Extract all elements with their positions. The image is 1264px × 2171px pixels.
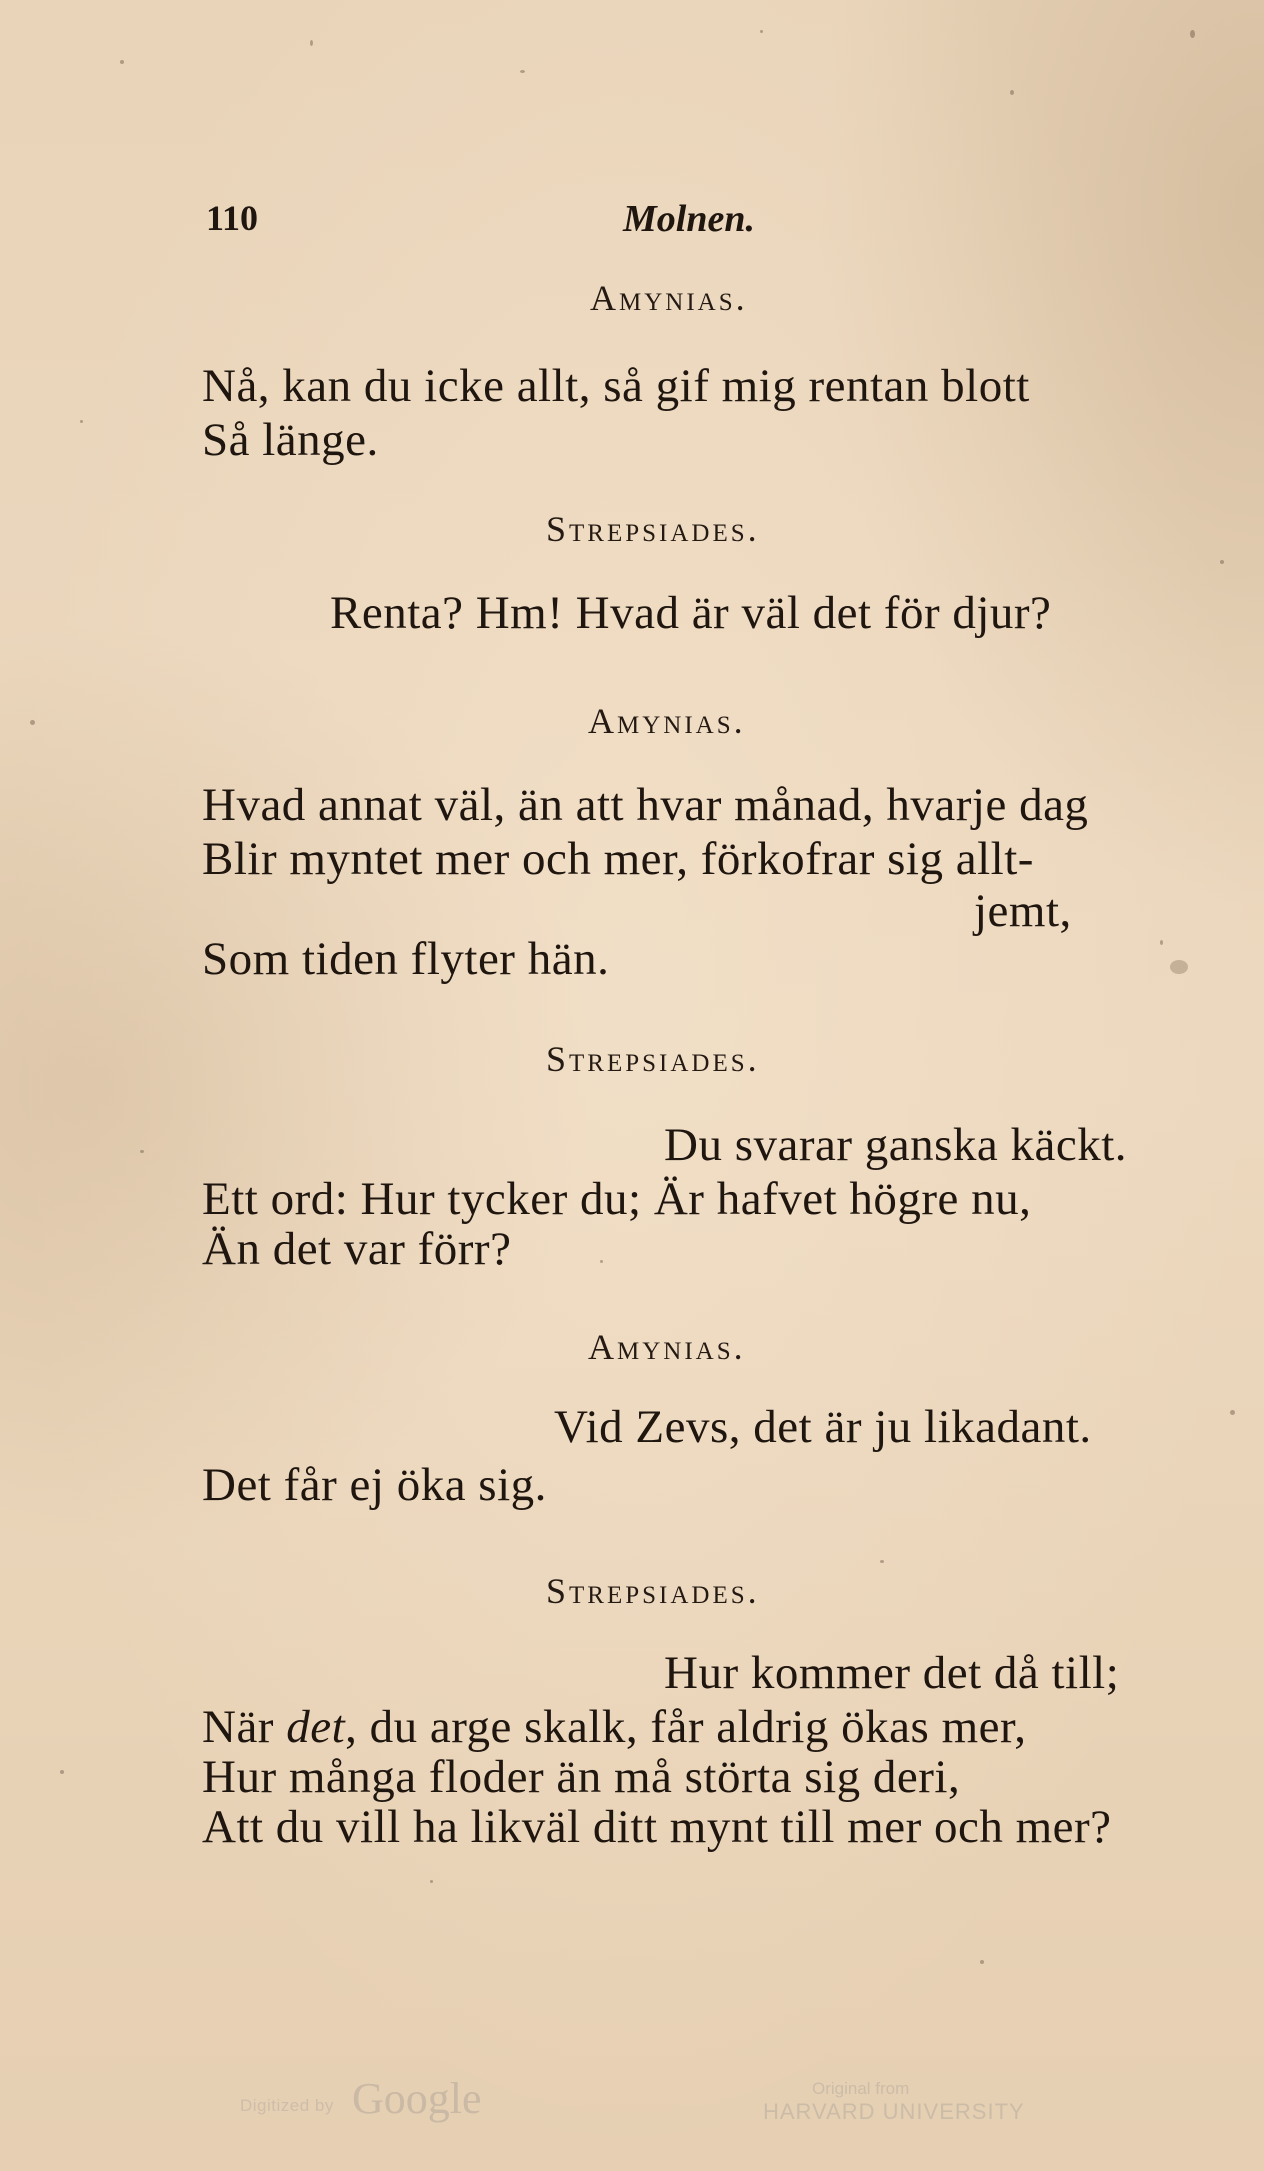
speaker-heading: Strepsiades. [546, 1039, 760, 1079]
speaker-heading: Strepsiades. [546, 509, 760, 549]
verse-line [202, 1701, 1027, 1753]
verse-line: Nå, kan du icke allt, så gif mig rentan blott [202, 360, 1030, 412]
running-title: Molnen. [623, 198, 755, 240]
institution-label: HARVARD UNIVERSITY [763, 2099, 1025, 2124]
verse-line: Än det var förr? [202, 1223, 512, 1275]
verse-line: Hvad annat väl, än att hvar månad, hvarje dag [202, 779, 1089, 831]
speaker-heading: Amynias. [590, 278, 748, 318]
speaker-heading: Amynias. [588, 701, 746, 741]
original-from-label: Original from [812, 2079, 910, 2098]
verse-line: Vid Zevs, det är ju likadant. [554, 1401, 1092, 1453]
verse-line: Som tiden flyter hän. [202, 933, 610, 985]
verse-text: , du arge skalk, får aldrig ökas mer, [345, 1701, 1027, 1753]
verse-line: Blir myntet mer och mer, förkofrar sig allt- [202, 833, 1034, 885]
verse-line: Så länge. [202, 414, 379, 466]
digitized-by-label: Digitized by [240, 2096, 334, 2115]
verse-line: Att du vill ha likväl ditt mynt till mer och mer? [202, 1801, 1112, 1853]
verse-line: Hur många floder än må störta sig deri, [202, 1751, 961, 1803]
google-logo: Google [352, 2074, 482, 2123]
verse-line: Det får ej öka sig. [202, 1459, 547, 1511]
page-number: 110 [206, 198, 259, 238]
verse-line: Ett ord: Hur tycker du; Är hafvet högre nu, [202, 1173, 1032, 1225]
verse-line: Renta? Hm! Hvad är väl det för djur? [330, 587, 1052, 639]
verse-line: Du svarar ganska käckt. [664, 1119, 1128, 1171]
italic-word: det [286, 1701, 346, 1753]
verse-word: När [202, 1701, 274, 1753]
verse-line: Hur kommer det då till; [664, 1647, 1120, 1699]
speaker-heading: Amynias. [588, 1327, 746, 1367]
verse-line-turnover: jemt, [974, 885, 1072, 937]
speaker-heading: Strepsiades. [546, 1571, 760, 1611]
